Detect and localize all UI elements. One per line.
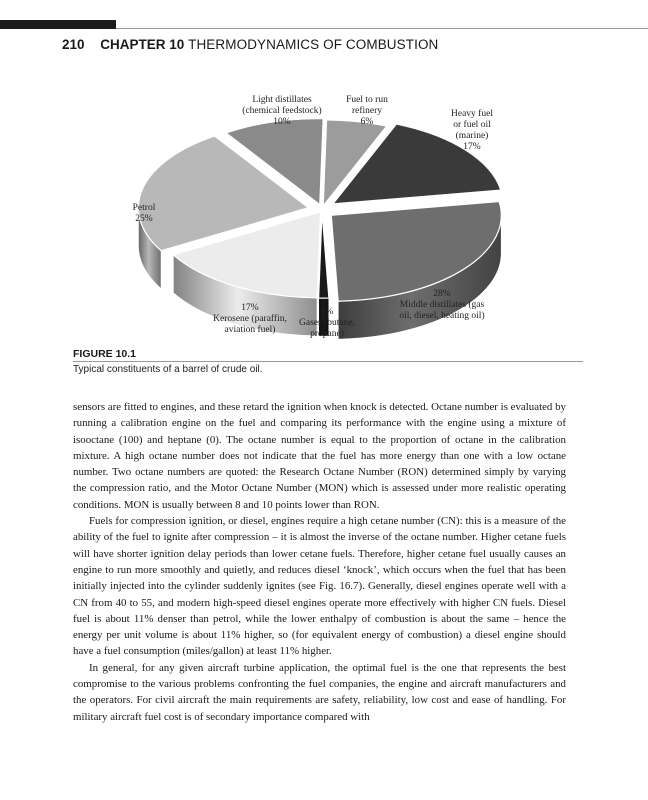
chapter-number: CHAPTER 10 <box>100 37 185 52</box>
figure-caption: Typical constituents of a barrel of crude oil. <box>73 364 263 375</box>
paragraph-1: sensors are fitted to engines, and these retard the ignition when knock is detected. Octane number is evaluated by running a calibration engine on the fuel and comparing its performance with the engine using a mixture of isooctane (100) and heptane (0). The octane number is equal to the proportion of octane in the calibration mixture. A high octane number does not indicate that the fuel has more energy than one with a low octane number. Two octane numbers are quoted: the Research Octane Number (RON) determined simply by varying the compression ratio, and the Motor Octane Number (MON) which is assessed under more realistic operating conditions. MON is usually between 8 and 10 points lower than RON. <box>73 401 566 511</box>
page-number: 210 <box>62 37 85 52</box>
running-header <box>62 37 438 52</box>
pie-label-0: Fuel to run refinery 6% <box>346 95 388 127</box>
header-bar <box>0 20 116 29</box>
pie-label-2: 28% Middle distillates (gas oil, diesel, heating oil) <box>399 289 485 321</box>
caption-rule <box>73 361 583 362</box>
chapter-title: THERMODYNAMICS OF COMBUSTION <box>188 37 439 52</box>
header-rule <box>116 28 648 29</box>
pie-label-4: 17% Kerosene (paraffin, aviation fuel) <box>213 303 287 335</box>
body-text <box>73 399 566 725</box>
pie-label-1: Heavy fuel or fuel oil (marine) 17% <box>451 109 493 152</box>
crude-oil-pie-chart <box>60 82 580 352</box>
paragraph-2: Fuels for compression ignition, or diesel, engines require a high cetane number (CN): this is a measure of the ability of the fuel to ignite after compression – it is almost the inverse of the octane number. Higher cetane fuels will have shorter ignition delay periods than lower cetane fuels. Therefore, higher cetane fuel usually causes an engine to run more smoothly and quietly, and reduces diesel ‘knock’, which occurs when the fuel that has been initially injected into the cylinder suddenly ignites (see Fig. 16.7). Generally, diesel engines operate well with a CN from 40 to 55, and modern high-speed diesel engines operate more effectively with higher CN fuels. Diesel fuel is about 11% denser than petrol, while the lower enthalpy of combustion is about the same – hence the energy per unit volume is about 11% higher, so (for equivalent energy of combustion) a diesel engine should have a fuel consumption (miles/gallon) at least 11% higher. <box>73 515 566 658</box>
pie-label-5: Petrol 25% <box>132 203 156 224</box>
pie-label-6: Light distillates (chemical feedstock) 10% <box>242 95 322 127</box>
pie-label-3: 1% Gases (butane, propane) <box>299 307 355 339</box>
figure-label: FIGURE 10.1 <box>73 348 137 360</box>
paragraph-3: In general, for any given aircraft turbine application, the optimal fuel is the one that represents the best compromise to the various problems confronting the fuel companies, the engine and aircraft manufacturers and the operators. For civil aircraft the main requirements are safety, reliability, low cost and ease of handling. For military aircraft fuel cost is of secondary importance compared with <box>73 661 566 723</box>
